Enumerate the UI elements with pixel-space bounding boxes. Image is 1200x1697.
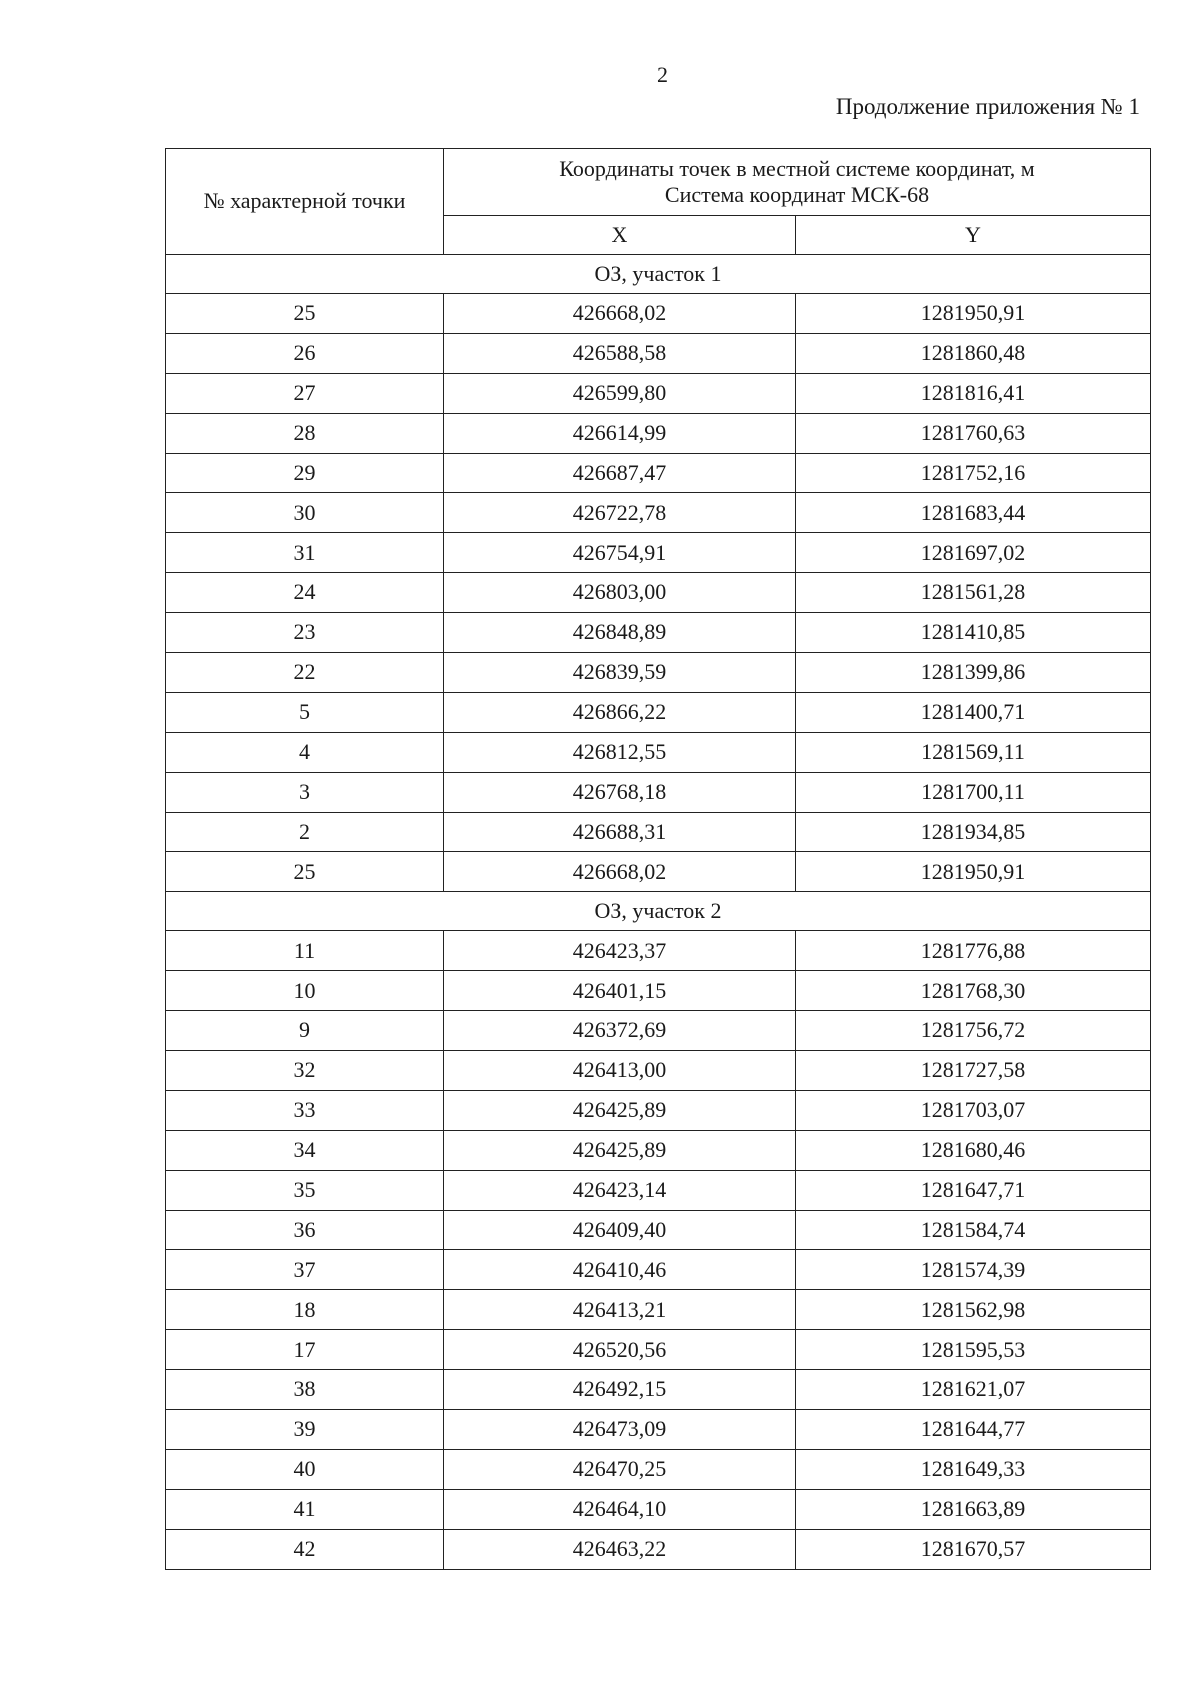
x-coordinate-cell: 426866,22 [444,692,796,732]
point-number-cell: 35 [166,1170,444,1210]
y-coordinate-cell: 1281768,30 [796,971,1151,1011]
x-coordinate-cell: 426425,89 [444,1090,796,1130]
x-coordinate-cell: 426839,59 [444,653,796,693]
table-body [166,255,1151,1570]
header-coordinates [444,149,1151,216]
y-coordinate-cell: 1281760,63 [796,413,1151,453]
point-number-cell: 11 [166,931,444,971]
table-row [166,1410,1151,1450]
table-row [166,1330,1151,1370]
table-row [166,1170,1151,1210]
x-coordinate-cell: 426463,22 [444,1529,796,1569]
table-row [166,373,1151,413]
section-row [166,255,1151,294]
table-row [166,1290,1151,1330]
point-number-cell: 36 [166,1210,444,1250]
point-number-cell: 25 [166,852,444,892]
table-row [166,1250,1151,1290]
table-row [166,1090,1151,1130]
point-number-cell: 4 [166,732,444,772]
continuation-label: Продолжение приложения № 1 [835,94,1140,119]
x-coordinate-cell: 426470,25 [444,1449,796,1489]
table-row [166,931,1151,971]
x-coordinate-cell: 426803,00 [444,573,796,613]
point-number-cell: 27 [166,373,444,413]
table-row [166,573,1151,613]
x-coordinate-cell: 426473,09 [444,1410,796,1450]
table-row [166,1051,1151,1091]
x-coordinate-cell: 426754,91 [444,533,796,573]
point-number-cell: 24 [166,573,444,613]
y-coordinate-cell: 1281776,88 [796,931,1151,971]
y-coordinate-cell: 1281647,71 [796,1170,1151,1210]
x-coordinate-cell: 426423,14 [444,1170,796,1210]
x-coordinate-cell: 426410,46 [444,1250,796,1290]
point-number-cell: 37 [166,1250,444,1290]
point-number-cell: 31 [166,533,444,573]
y-coordinate-cell: 1281752,16 [796,453,1151,493]
x-coordinate-cell: 426614,99 [444,413,796,453]
table-row [166,1130,1151,1170]
point-number-cell: 25 [166,294,444,334]
point-number-cell: 42 [166,1529,444,1569]
table-row [166,533,1151,573]
y-coordinate-cell: 1281595,53 [796,1330,1151,1370]
x-coordinate-cell: 426599,80 [444,373,796,413]
y-coordinate-cell: 1281562,98 [796,1290,1151,1330]
x-coordinate-cell: 426413,00 [444,1051,796,1091]
x-coordinate-cell: 426812,55 [444,732,796,772]
point-number-cell: 17 [166,1330,444,1370]
coordinates-table [165,148,1151,1570]
point-number-cell: 34 [166,1130,444,1170]
y-coordinate-cell: 1281816,41 [796,373,1151,413]
y-coordinate-cell: 1281399,86 [796,653,1151,693]
point-number-cell: 22 [166,653,444,693]
table-row [166,294,1151,334]
y-coordinate-cell: 1281756,72 [796,1011,1151,1051]
x-coordinate-cell: 426425,89 [444,1130,796,1170]
point-number-cell: 32 [166,1051,444,1091]
table-row [166,1449,1151,1489]
y-coordinate-cell: 1281697,02 [796,533,1151,573]
point-number-cell: 10 [166,971,444,1011]
x-coordinate-cell: 426688,31 [444,812,796,852]
x-coordinate-cell: 426588,58 [444,333,796,373]
table-row [166,692,1151,732]
y-coordinate-cell: 1281561,28 [796,573,1151,613]
point-number-cell: 23 [166,613,444,653]
y-coordinate-cell: 1281400,71 [796,692,1151,732]
y-coordinate-cell: 1281569,11 [796,732,1151,772]
point-number-cell: 29 [166,453,444,493]
x-coordinate-cell: 426668,02 [444,852,796,892]
table-row [166,413,1151,453]
y-coordinate-cell: 1281703,07 [796,1090,1151,1130]
section-title: ОЗ, участок 1 [166,255,1151,294]
y-coordinate-cell: 1281410,85 [796,613,1151,653]
x-coordinate-cell: 426492,15 [444,1370,796,1410]
point-number-cell: 38 [166,1370,444,1410]
table-row [166,1489,1151,1529]
page-number: 2 [657,62,668,87]
table-row [166,971,1151,1011]
point-number-cell: 18 [166,1290,444,1330]
x-coordinate-cell: 426372,69 [444,1011,796,1051]
header-coordinates-line1: Координаты точек в местной системе координат, м [559,155,1035,181]
x-coordinate-cell: 426848,89 [444,613,796,653]
x-coordinate-cell: 426401,15 [444,971,796,1011]
x-coordinate-cell: 426413,21 [444,1290,796,1330]
table-row [166,732,1151,772]
x-coordinate-cell: 426423,37 [444,931,796,971]
x-coordinate-cell: 426409,40 [444,1210,796,1250]
y-coordinate-cell: 1281621,07 [796,1370,1151,1410]
y-coordinate-cell: 1281644,77 [796,1410,1151,1450]
x-coordinate-cell: 426520,56 [444,1330,796,1370]
table-row [166,852,1151,892]
header-coordinates-line2: Система координат МСК-68 [664,182,930,207]
x-coordinate-cell: 426687,47 [444,453,796,493]
table-row [166,613,1151,653]
x-coordinate-cell: 426668,02 [444,294,796,334]
table-row [166,333,1151,373]
section-row [166,892,1151,931]
point-number-cell: 28 [166,413,444,453]
table-row [166,812,1151,852]
x-coordinate-cell: 426768,18 [444,772,796,812]
header-x: X [444,216,796,255]
y-coordinate-cell: 1281683,44 [796,493,1151,533]
table-row [166,653,1151,693]
point-number-cell: 3 [166,772,444,812]
header-y: Y [796,216,1151,255]
point-number-cell: 30 [166,493,444,533]
point-number-cell: 9 [166,1011,444,1051]
y-coordinate-cell: 1281670,57 [796,1529,1151,1569]
point-number-cell: 41 [166,1489,444,1529]
table-row [166,453,1151,493]
y-coordinate-cell: 1281860,48 [796,333,1151,373]
y-coordinate-cell: 1281950,91 [796,294,1151,334]
x-coordinate-cell: 426464,10 [444,1489,796,1529]
point-number-cell: 2 [166,812,444,852]
table-row [166,493,1151,533]
table-row [166,1529,1151,1569]
point-number-cell: 5 [166,692,444,732]
y-coordinate-cell: 1281649,33 [796,1449,1151,1489]
table-row [166,1210,1151,1250]
y-coordinate-cell: 1281727,58 [796,1051,1151,1091]
table-row [166,1011,1151,1051]
point-number-cell: 39 [166,1410,444,1450]
header-point-number: № характерной точки [166,149,444,255]
point-number-cell: 26 [166,333,444,373]
y-coordinate-cell: 1281680,46 [796,1130,1151,1170]
y-coordinate-cell: 1281934,85 [796,812,1151,852]
point-number-cell: 40 [166,1449,444,1489]
y-coordinate-cell: 1281584,74 [796,1210,1151,1250]
point-number-cell: 33 [166,1090,444,1130]
table-row [166,1370,1151,1410]
table-row [166,772,1151,812]
y-coordinate-cell: 1281574,39 [796,1250,1151,1290]
y-coordinate-cell: 1281700,11 [796,772,1151,812]
y-coordinate-cell: 1281663,89 [796,1489,1151,1529]
y-coordinate-cell: 1281950,91 [796,852,1151,892]
section-title: ОЗ, участок 2 [166,892,1151,931]
x-coordinate-cell: 426722,78 [444,493,796,533]
